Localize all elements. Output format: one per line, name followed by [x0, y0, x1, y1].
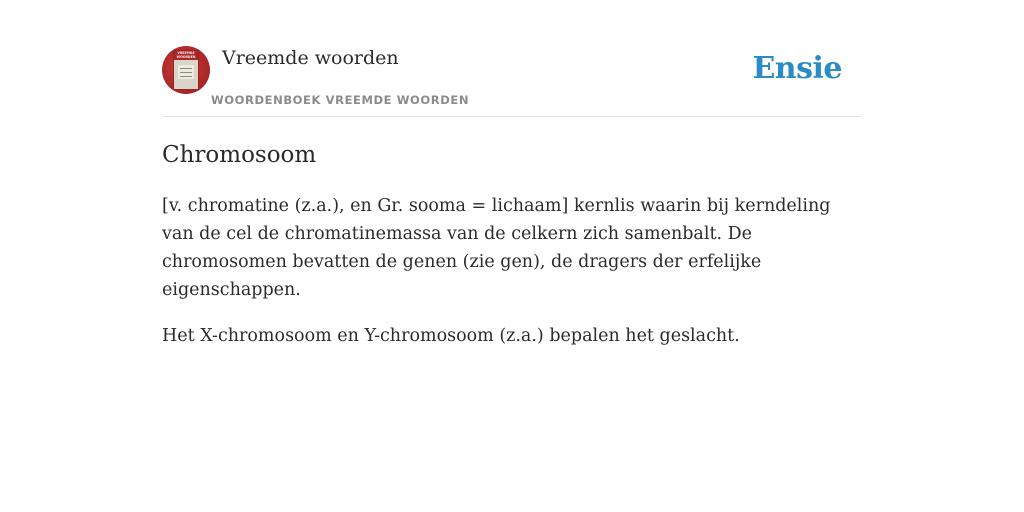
book-cover-title: VREEMDE WOORDEN [174, 51, 198, 60]
page-container [162, 0, 862, 512]
site-subtitle: WOORDENBOEK VREEMDE WOORDEN [211, 93, 470, 107]
site-title[interactable]: Vreemde woorden [222, 47, 399, 69]
entry-paragraph: Het X-chromosoom en Y-chromosoom (z.a.) bepalen het geslacht. [162, 326, 740, 346]
dictionary-avatar[interactable] [162, 46, 210, 94]
book-cover-icon [173, 50, 199, 90]
brand-logo[interactable]: Ensie [752, 51, 842, 86]
book-cover-label [178, 65, 194, 79]
entry-body [162, 192, 862, 368]
entry-title: Chromosoom [162, 142, 317, 168]
page-header [162, 0, 862, 117]
entry-paragraph: [v. chromatine (z.a.), en Gr. sooma = lichaam] kernlis waarin bij kerndeling van de cel de chromatinemassa van de celkern zich samenbalt. De chromosomen bevatten de genen (zie gen), de dragers der erfelijke eigenschappen. [162, 196, 831, 300]
